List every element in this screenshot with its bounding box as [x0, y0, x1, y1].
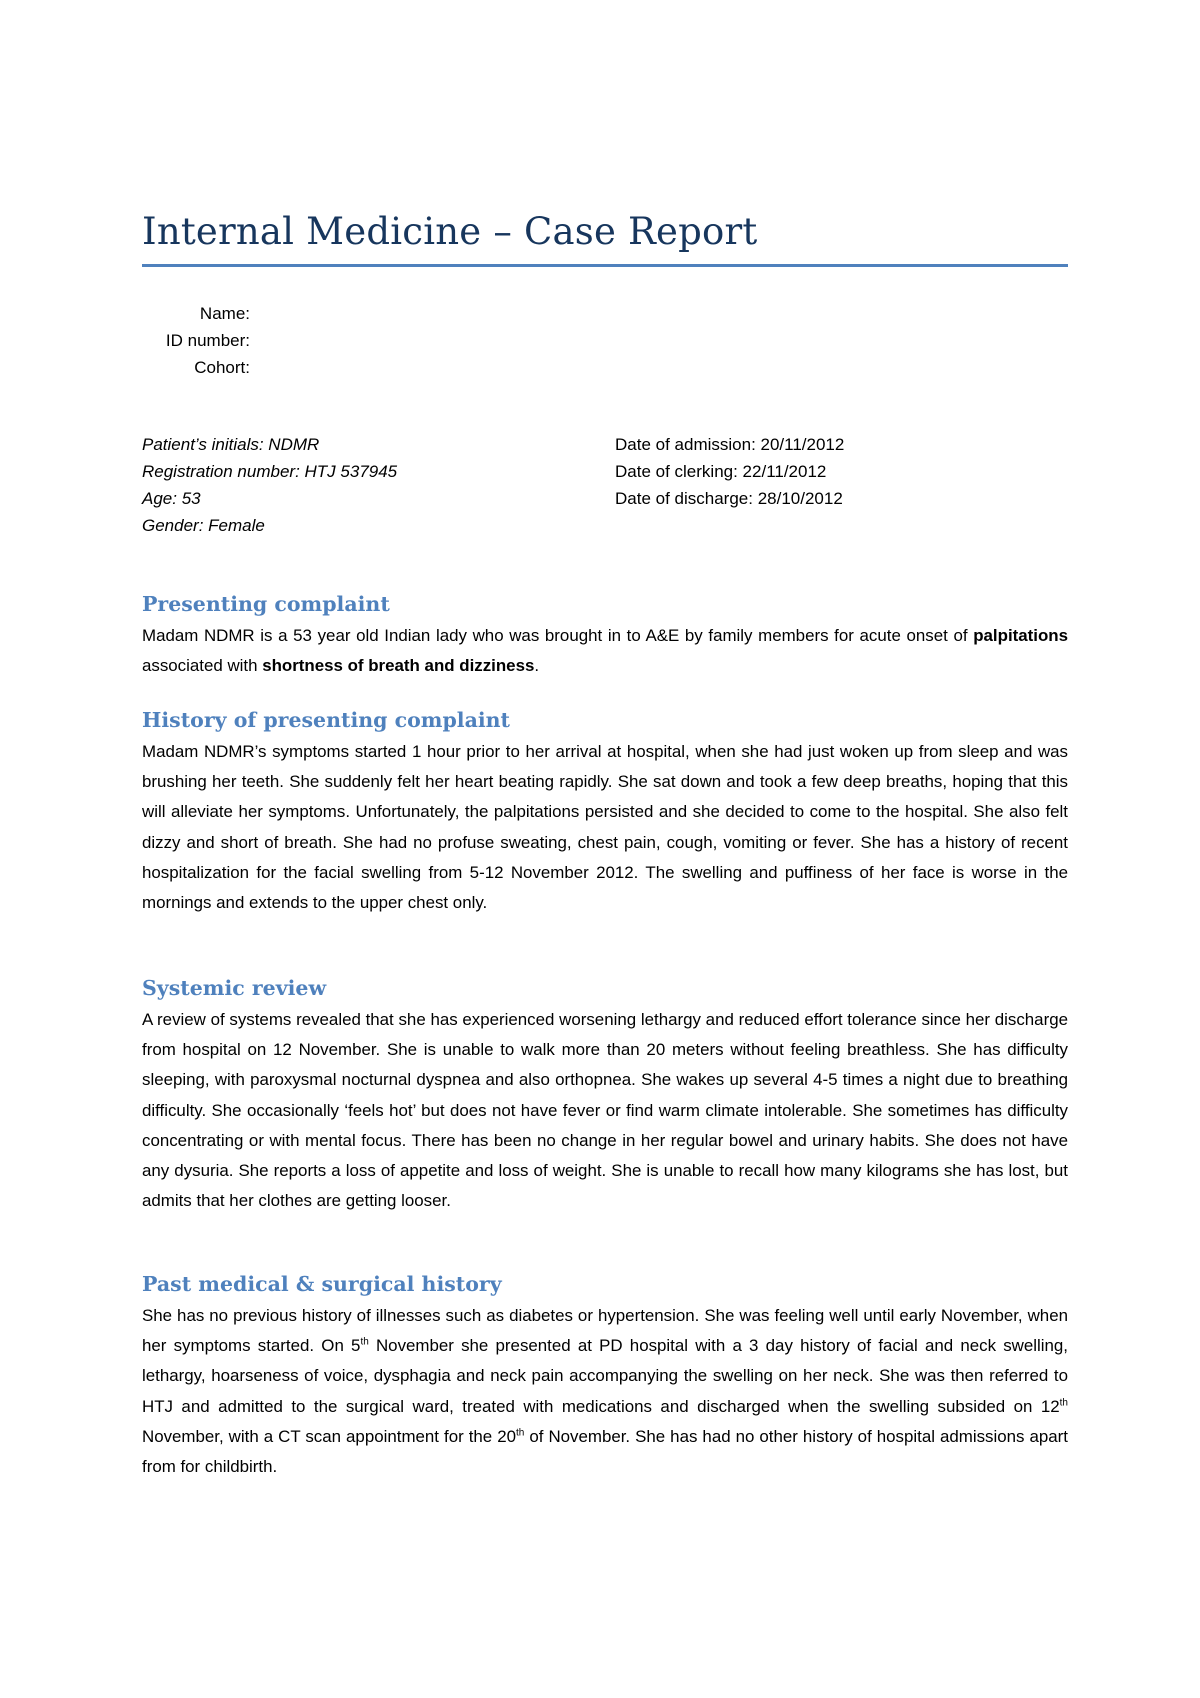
- bold-symptoms: shortness of breath and dizziness: [262, 656, 535, 676]
- date-of-discharge: Date of discharge: 28/10/2012: [615, 489, 843, 508]
- patient-age: Age: 53: [142, 489, 201, 508]
- patient-details: [142, 431, 397, 539]
- section-heading: Presenting complaint: [142, 592, 390, 616]
- section-body: Madam NDMR is a 53 year old Indian lady who was brought in to A&E by family members for acute onset of palpitations associated with shortness of breath and dizziness.: [142, 626, 1068, 676]
- section-heading: History of presenting complaint: [142, 708, 511, 732]
- id-number-label: ID number:: [165, 331, 250, 350]
- patient-initials: Patient’s initials: NDMR: [142, 435, 320, 454]
- section-body: Madam NDMR’s symptoms started 1 hour prior to her arrival at hospital, when she had just woken up from sleep and was brushing her teeth. She suddenly felt her heart beating rapidly. She sat down and took a few deep breaths, hoping that this will alleviate her symptoms. Unfortunately, the palpitations persisted and she decided to come to the hospital. She also felt dizzy and short of breath. She had no profuse sweating, chest pain, cough, vomiting or fever. She has a history of recent hospitalization for the facial swelling from 5-12 November 2012. The swelling and puffiness of her face is worse in the mornings and extends to the upper chest only.: [142, 742, 1068, 913]
- title-underline: [142, 264, 1068, 267]
- document-title: Internal Medicine – Case Report: [142, 210, 758, 253]
- student-details: [100, 300, 250, 381]
- registration-number: Registration number: HTJ 537945: [142, 462, 398, 481]
- date-of-admission: Date of admission: 20/11/2012: [615, 435, 845, 454]
- section-history-presenting-complaint: [142, 706, 1068, 918]
- patient-gender: Gender: Female: [142, 516, 265, 535]
- section-heading: Past medical & surgical history: [142, 1272, 502, 1296]
- section-body: She has no previous history of illnesses such as diabetes or hypertension. She was feeling well until early November, when her symptoms started. On 5th November she presented at PD hospital with a 3 day history of facial and neck swelling, lethargy, hoarseness of voice, dysphagia and neck pain accompanying the swelling on her neck. She was then referred to HTJ and admitted to the surgical ward, treated with medications and discharged when the swelling subsided on 12th November, with a CT scan appointment for the 20th of November. She has had no other history of hospital admissions apart from for childbirth.: [142, 1306, 1068, 1477]
- section-past-medical-history: [142, 1270, 1068, 1482]
- date-of-clerking: Date of clerking: 22/11/2012: [615, 462, 827, 481]
- bold-palpitations: palpitations: [973, 626, 1068, 645]
- section-heading: Systemic review: [142, 976, 327, 1000]
- cohort-label: Cohort:: [194, 358, 250, 377]
- name-label: Name:: [199, 304, 250, 323]
- admission-dates: [615, 431, 844, 512]
- section-body: A review of systems revealed that she has experienced worsening lethargy and reduced effort tolerance since her discharge from hospital on 12 November. She is unable to walk more than 20 meters without feeling breathless. She has difficulty sleeping, with paroxysmal nocturnal dyspnea and also orthopnea. She wakes up several 4-5 times a night due to breathing difficulty. She occasionally ‘feels hot’ but does not have fever or find warm climate intolerable. She sometimes has difficulty concentrating or with mental focus. There has been no change in her regular bowel and urinary habits. She does not have any dysuria. She reports a loss of appetite and loss of weight. She is unable to recall how many kilograms she has lost, but admits that her clothes are getting looser.: [142, 1010, 1068, 1211]
- section-presenting-complaint: [142, 590, 1068, 681]
- section-systemic-review: [142, 974, 1068, 1216]
